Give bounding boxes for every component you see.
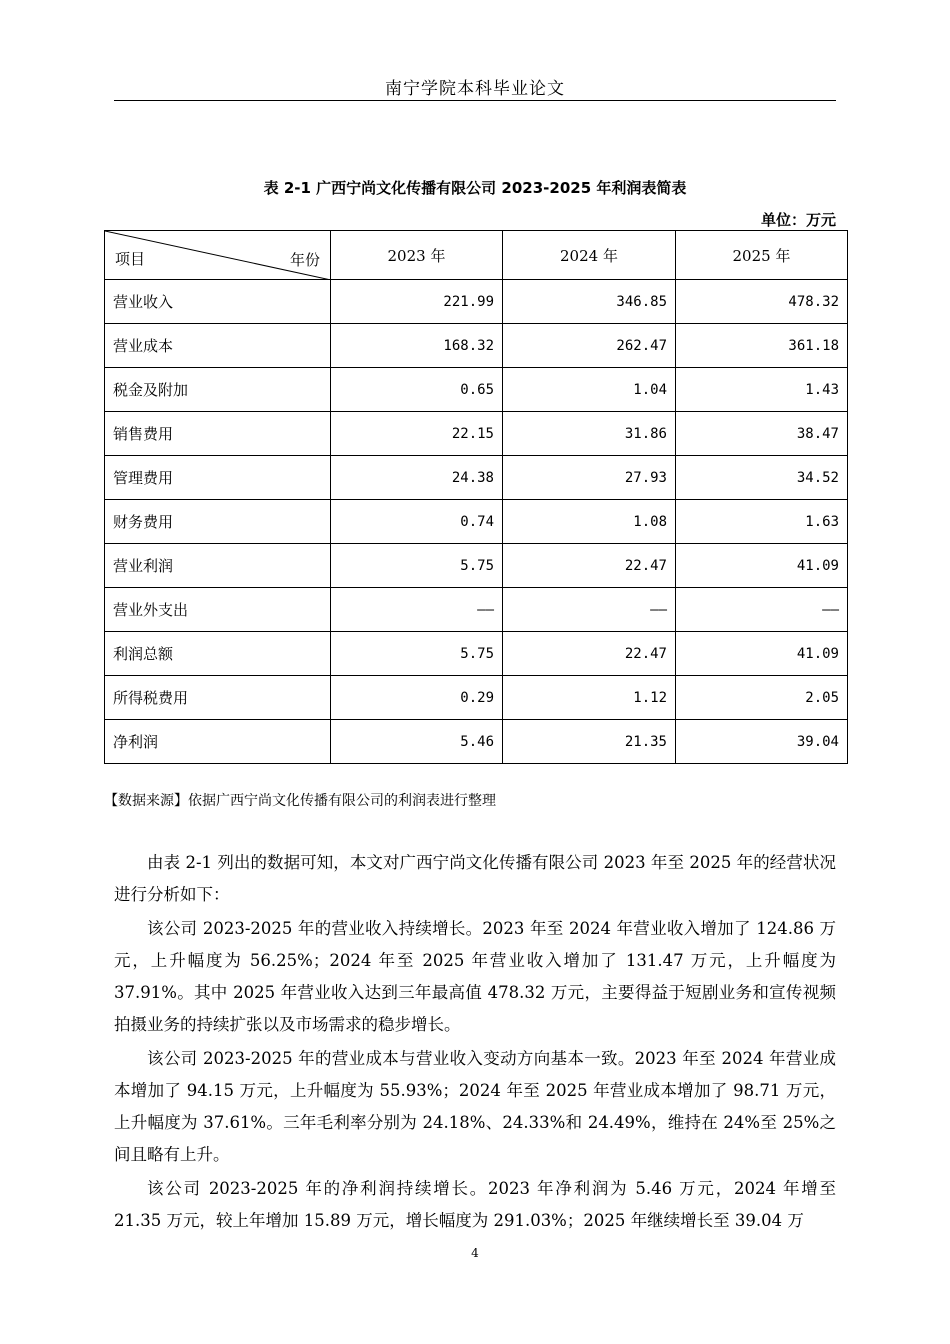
- page-header-title: 南宁学院本科毕业论文: [385, 79, 565, 99]
- row-label: 利润总额: [105, 632, 331, 676]
- row-label: 营业利润: [105, 544, 331, 588]
- table-cell: 1.04: [503, 368, 676, 412]
- table-cell: 346.85: [503, 280, 676, 324]
- year-header-2025: 2025 年: [676, 231, 848, 280]
- table-cell: 0.65: [331, 368, 503, 412]
- paragraph: 该公司 2023-2025 年的净利润持续增长。2023 年净利润为 5.46 万元，2024 年增至 21.35 万元，较上年增加 15.89 万元，增长幅度为 291.03%；2025 年继续增长至 39.04 万: [114, 1179, 836, 1230]
- unit-label: 单位：万元: [760, 211, 836, 229]
- table-cell: 27.93: [503, 456, 676, 500]
- table-cell: 1.43: [676, 368, 848, 412]
- row-label: 净利润: [105, 720, 331, 764]
- data-source-note: 【数据来源】依据广西宁尚文化传播有限公司的利润表进行整理: [104, 793, 496, 809]
- table-row: [105, 324, 848, 368]
- table-cell: 31.86: [503, 412, 676, 456]
- table-cell: ——: [503, 588, 676, 632]
- table-cell: 0.74: [331, 500, 503, 544]
- table-cell: 21.35: [503, 720, 676, 764]
- table-row: [105, 368, 848, 412]
- table-cell: 22.47: [503, 544, 676, 588]
- table-cell: 41.09: [676, 632, 848, 676]
- table-cell: 1.12: [503, 676, 676, 720]
- paragraph: 该公司 2023-2025 年的营业收入持续增长。2023 年至 2024 年营业收入增加了 124.86 万元，上升幅度为 56.25%；2024 年至 2025 年营业收入增加了 131.47 万元，上升幅度为 37.91%。其中 2025 年营业收入达到三年最高值 478.32 万元，主要得益于短剧业务和宣传视频拍摄业务的持续扩张以及市场需求的稳步增长。: [114, 919, 836, 1034]
- corner-year-label: 年份: [289, 251, 320, 269]
- table-cell: 41.09: [676, 544, 848, 588]
- table-cell: 24.38: [331, 456, 503, 500]
- row-label: 营业成本: [105, 324, 331, 368]
- corner-item-label: 项目: [115, 250, 146, 268]
- table-cell: 5.46: [331, 720, 503, 764]
- table-cell: 5.75: [331, 544, 503, 588]
- table-cell: 34.52: [676, 456, 848, 500]
- table-cell: ——: [676, 588, 848, 632]
- table-cell: 22.47: [503, 632, 676, 676]
- header-divider: [114, 100, 836, 101]
- table-cell: 39.04: [676, 720, 848, 764]
- table-cell: 168.32: [331, 324, 503, 368]
- row-label: 所得税费用: [105, 676, 331, 720]
- table-row: [105, 544, 848, 588]
- table-row: [105, 720, 848, 764]
- table-cell: 478.32: [676, 280, 848, 324]
- income-statement-table: [104, 230, 848, 764]
- table-row: [105, 632, 848, 676]
- table-row: [105, 588, 848, 632]
- table-cell: 361.18: [676, 324, 848, 368]
- table-row: [105, 456, 848, 500]
- table-row: [105, 500, 848, 544]
- table-cell: 38.47: [676, 412, 848, 456]
- table-cell: 2.05: [676, 676, 848, 720]
- table-cell: 5.75: [331, 632, 503, 676]
- year-header-2024: 2024 年: [503, 231, 676, 280]
- paragraph: 该公司 2023-2025 年的营业成本与营业收入变动方向基本一致。2023 年至 2024 年营业成本增加了 94.15 万元，上升幅度为 55.93%；2024 年至 2025 年营业成本增加了 98.71 万元，上升幅度为 37.61%。三年毛利率分别为 24.18%、24.33%和 24.49%，维持在 24%至 25%之间且略有上升。: [114, 1049, 836, 1164]
- table-cell: 0.29: [331, 676, 503, 720]
- table-cell: 262.47: [503, 324, 676, 368]
- year-header-2023: 2023 年: [331, 231, 503, 280]
- row-label: 销售费用: [105, 412, 331, 456]
- row-label: 税金及附加: [105, 368, 331, 412]
- table-row: [105, 280, 848, 324]
- table-row: [105, 676, 848, 720]
- row-label: 管理费用: [105, 456, 331, 500]
- row-label: 营业收入: [105, 280, 331, 324]
- table-cell: 1.08: [503, 500, 676, 544]
- diagonal-header-cell: [105, 231, 331, 280]
- table-row: [105, 412, 848, 456]
- table-header-row: [105, 231, 848, 280]
- table-caption: 表 2-1 广西宁尚文化传播有限公司 2023-2025 年利润表简表: [263, 179, 687, 197]
- table-cell: 221.99: [331, 280, 503, 324]
- table-cell: 22.15: [331, 412, 503, 456]
- paragraph: 由表 2-1 列出的数据可知，本文对广西宁尚文化传播有限公司 2023 年至 2025 年的经营状况进行分析如下：: [114, 853, 836, 904]
- table-cell: ——: [331, 588, 503, 632]
- row-label: 财务费用: [105, 500, 331, 544]
- page-number: 4: [471, 1246, 479, 1260]
- row-label: 营业外支出: [105, 588, 331, 632]
- table-cell: 1.63: [676, 500, 848, 544]
- body-text: [114, 847, 836, 1239]
